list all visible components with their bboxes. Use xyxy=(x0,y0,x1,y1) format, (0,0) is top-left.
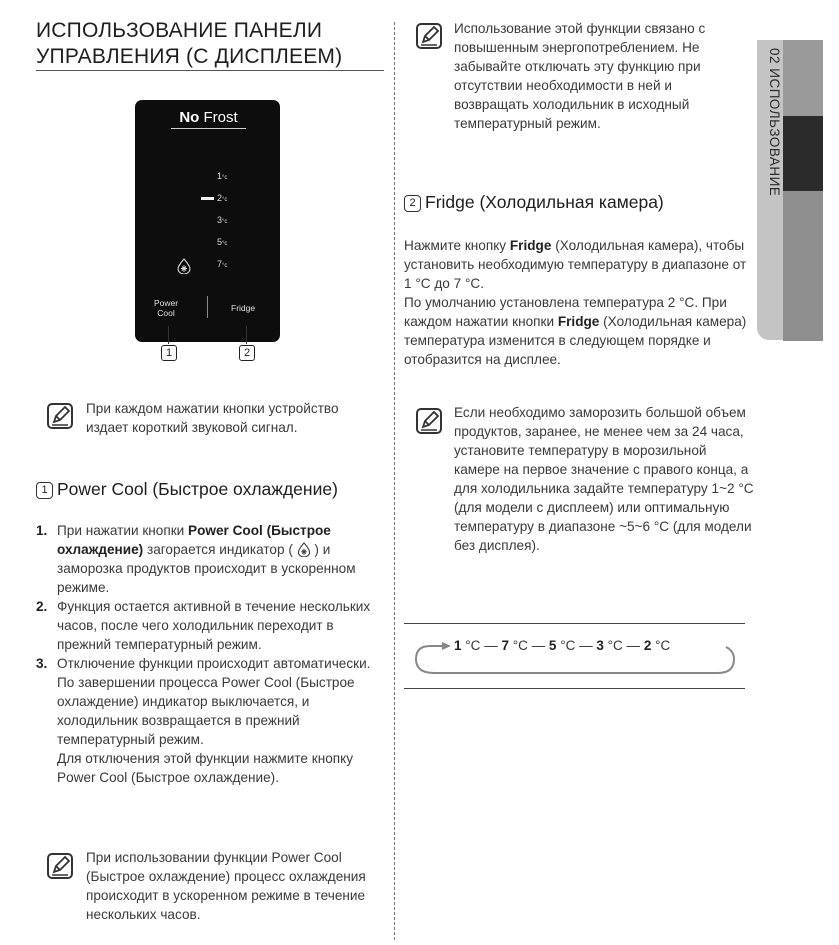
temp-indicator-1: 1°c xyxy=(217,171,228,181)
sequence-rule-top xyxy=(404,623,745,624)
section-fridge-heading: 2 Fridge (Холодильная камера) xyxy=(404,192,754,213)
temperature-sequence xyxy=(404,633,745,681)
side-tab-segment xyxy=(783,191,823,341)
note-pencil-icon xyxy=(46,402,74,430)
note-pencil-icon xyxy=(46,852,74,880)
fridge-description: Нажмите кнопку Fridge (Холодильная камера), чтобы установить необходимую температуру в диапазоне от 1 °C до 7 °C. По умолчанию установлена температура 2 °C. При каждом нажатии кнопки Fridge (Холодильная камера) температура изменится в следующем порядке и отобразится на дисплее. xyxy=(404,238,747,367)
step-1: 1. При нажатии кнопки Power Cool (Быстрое охлаждение) загорается индикатор ( ) и заморозка продуктов происходит в ускоренном режиме. xyxy=(36,523,356,595)
power-cool-button[interactable]: Power Cool xyxy=(153,298,179,318)
side-tab-active xyxy=(783,116,823,191)
note-energy-text: Использование этой функции связано с повышенным энергопотреблением. Не забывайте отключать эту функцию при отсутствии необходимости в ней и возвращать холодильник в исходный температурный режим. xyxy=(454,21,706,131)
callout-1: 1 xyxy=(161,345,177,361)
temp-indicator-7: 7°c xyxy=(217,259,228,269)
step-3: 3. Отключение функции происходит автоматически. По завершении процесса Power Cool (Быстрое охлаждение) индикатор выключается, и холодильник возвращается в прежний температурный режим. Для отключения этой функции нажмите кнопку Power Cool (Быстрое охлаждение). xyxy=(36,656,371,785)
page-title: ИСПОЛЬЗОВАНИЕ ПАНЕЛИ УПРАВЛЕНИЯ (С ДИСПЛЕЕМ) xyxy=(36,19,343,68)
snowflake-drop-icon xyxy=(177,258,191,277)
temp-indicator-3: 3°c xyxy=(217,215,228,225)
snowflake-drop-icon xyxy=(297,542,311,557)
panel-separator xyxy=(207,296,208,318)
temp-indicator-5: 5°c xyxy=(217,237,228,247)
note-freeze-text: Если необходимо заморозить большой объем продуктов, заранее, не менее чем за 24 часа, установите температуру в морозильной камере на первое значение с правого конца, а для холодильника задайте температуру 1~2 °C (для модели с дисплеем) или оптимальную температуру в диапазоне ~5~6 °C (для модели без дисплея). xyxy=(454,405,754,553)
side-tab-segment xyxy=(783,40,823,116)
temp-selected-bar xyxy=(201,197,214,200)
title-rule xyxy=(36,70,384,71)
callout-line-2 xyxy=(246,326,247,344)
temp-indicator-2: 2°c xyxy=(217,193,228,203)
sequence-values: 1 °C — 7 °C — 5 °C — 3 °C — 2 °C xyxy=(454,638,671,653)
column-divider xyxy=(394,22,395,940)
callout-line-1 xyxy=(168,326,169,344)
note-pencil-icon xyxy=(415,407,443,435)
power-cool-steps xyxy=(36,521,382,787)
control-panel xyxy=(135,100,280,342)
sequence-rule-bottom xyxy=(404,688,745,689)
note-power-cool-text: При использовании функции Power Cool (Быстрое охлаждение) процесс охлаждения происходит в ускоренном режиме в течение нескольких часов. xyxy=(86,850,366,922)
chapter-tab-label: 02 ИСПОЛЬЗОВАНИЕ xyxy=(767,48,782,197)
step-2: 2. Функция остается активной в течение нескольких часов, после чего холодильник переходит в прежний температурный режим. xyxy=(36,599,371,652)
fridge-button[interactable]: Fridge xyxy=(231,303,256,313)
no-frost-logo: No Frost xyxy=(171,108,246,129)
callout-2: 2 xyxy=(239,345,255,361)
section-power-cool-heading: 1 Power Cool (Быстрое охлаждение) xyxy=(36,479,386,500)
note-pencil-icon xyxy=(415,22,443,50)
note-beep-text: При каждом нажатии кнопки устройство издает короткий звуковой сигнал. xyxy=(86,401,339,435)
